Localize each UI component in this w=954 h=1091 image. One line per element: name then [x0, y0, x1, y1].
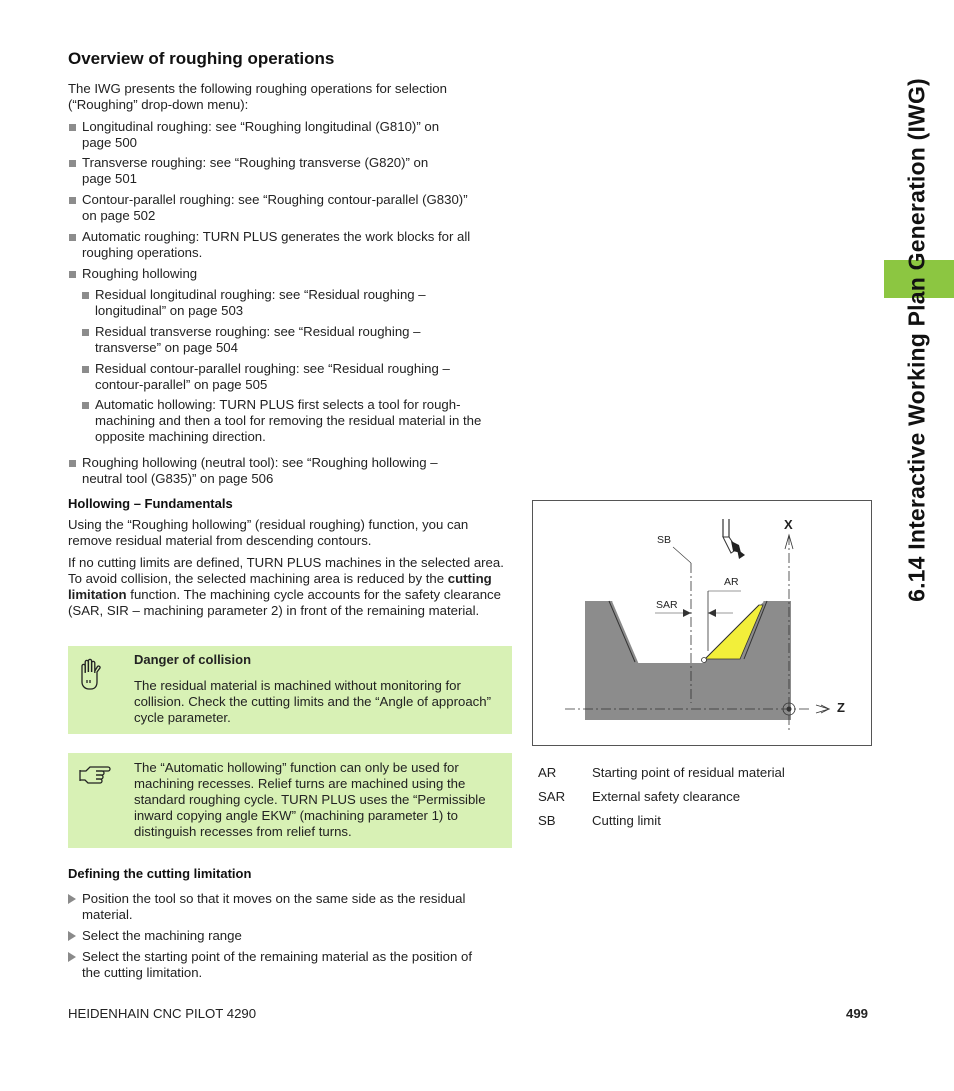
hollowing-paragraph-1: Using the “Roughing hollowing” (residual roughing) function, you can remove residual material from descending contours.: [68, 517, 469, 548]
bullet-square-icon: [69, 197, 76, 204]
bullet-square-icon: [69, 271, 76, 278]
bullet-square-icon: [82, 402, 89, 409]
sub-list-item: Residual contour-parallel roughing: see “Residual roughing – contour-parallel” on page 505: [95, 361, 512, 393]
hollowing-heading: Hollowing – Fundamentals: [68, 496, 233, 511]
sidebar-title: 6.14 Interactive Working Plan Generation (IWG): [903, 78, 930, 602]
step-item: Select the starting point of the remaining material as the position of the cutting limitation.: [82, 949, 512, 981]
list-item: Roughing hollowing: [82, 266, 512, 282]
intro-paragraph: The IWG presents the following roughing operations for selection (“Roughing” drop-down menu):: [68, 81, 447, 112]
section-title: Overview of roughing operations: [68, 49, 335, 68]
bullet-square-icon: [69, 234, 76, 241]
page-number: 499: [846, 1006, 869, 1021]
list-item: Automatic roughing: TURN PLUS generates the work blocks for all roughing operations.: [82, 229, 512, 261]
hollowing-diagram: [533, 501, 871, 745]
sb-label: SB: [657, 534, 672, 546]
arrow-right-icon: [68, 894, 76, 904]
list-item: Longitudinal roughing: see “Roughing longitudinal (G810)” on page 500: [82, 119, 512, 151]
legend-abbr: SAR: [538, 789, 566, 804]
x-axis-label: X: [784, 517, 793, 532]
warning-title: Danger of collision: [134, 652, 252, 667]
arrow-right-icon: [68, 931, 76, 941]
bullet-square-icon: [82, 329, 89, 336]
arrow-right-icon: [68, 952, 76, 962]
ar-label: AR: [724, 576, 739, 588]
step-item: Select the machining range: [82, 928, 512, 944]
cutting-heading: Defining the cutting limitation: [68, 866, 252, 881]
legend-desc: Starting point of residual material: [592, 765, 785, 780]
hollowing-paragraph-2: If no cutting limits are defined, TURN PLUS machines in the selected area. To avoid collision, the selected machining area is reduced by the cutting limitation function. The machining cycle accounts for the safety clearance (SAR, SIR – machining parameter 2) in front of the remaining material.: [68, 555, 504, 618]
footer-title: HEIDENHAIN CNC PILOT 4290: [68, 1006, 257, 1021]
bullet-square-icon: [82, 366, 89, 373]
sub-list-item: Residual longitudinal roughing: see “Residual roughing – longitudinal” on page 503: [95, 287, 512, 319]
legend-abbr: SB: [538, 813, 556, 828]
bullet-square-icon: [82, 292, 89, 299]
legend-desc: Cutting limit: [592, 813, 661, 828]
bullet-square-icon: [69, 160, 76, 167]
legend-desc: External safety clearance: [592, 789, 741, 804]
note-text: The “Automatic hollowing” function can only be used for machining recesses. Relief turns are machined using the standard roughing cycle. TURN PLUS uses the “Permissible inward copying angle EKW” (machining parameter 1) to distinguish recesses from relief turns.: [134, 760, 486, 839]
bullet-square-icon: [69, 460, 76, 467]
sar-label: SAR: [656, 599, 678, 611]
pointing-hand-icon: [78, 763, 112, 787]
list-item: Contour-parallel roughing: see “Roughing contour-parallel (G830)” on page 502: [82, 192, 512, 224]
list-item: Roughing hollowing (neutral tool): see “Roughing hollowing – neutral tool (G835)” on page 506: [82, 455, 512, 487]
warning-text: The residual material is machined without monitoring for collision. Check the cutting limits and the “Angle of approach” cycle parameter.: [134, 678, 491, 725]
list-item: Transverse roughing: see “Roughing transverse (G820)” on page 501: [82, 155, 512, 187]
legend-abbr: AR: [538, 765, 557, 780]
z-axis-label: Z: [837, 700, 845, 715]
sub-list-item: Residual transverse roughing: see “Residual roughing – transverse” on page 504: [95, 324, 512, 356]
bullet-square-icon: [69, 124, 76, 131]
sub-list-item: Automatic hollowing: TURN PLUS first selects a tool for rough- machining and then a tool for removing the residual material in the opposite machining direction.: [95, 397, 512, 445]
hand-stop-icon: [78, 658, 102, 692]
roughing-figure: [532, 500, 872, 746]
step-item: Position the tool so that it moves on the same side as the residual material.: [82, 891, 512, 923]
